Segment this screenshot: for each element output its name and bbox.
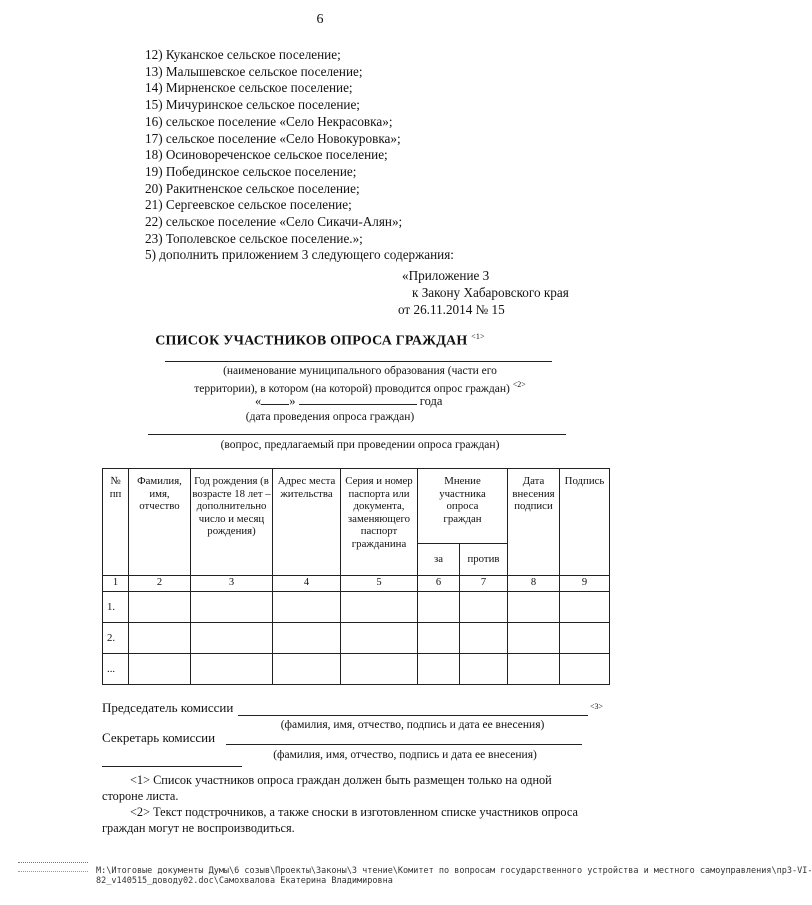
column-number: 1: [103, 576, 129, 592]
header-opinion: Мнение участника опроса граждан: [418, 469, 508, 544]
chairman-label: Председатель комиссии: [102, 700, 234, 715]
column-number-row: [103, 576, 610, 592]
footnote-separator: [102, 766, 242, 767]
quote-open: «: [255, 394, 262, 408]
form-title: [0, 332, 640, 350]
header-address: Адрес места жительства: [273, 469, 341, 576]
row-number: 2.: [103, 623, 129, 654]
municipality-line: [165, 361, 552, 362]
column-number: 2: [129, 576, 191, 592]
list-item: 23) Тополевское сельское поселение.»;: [145, 230, 363, 246]
table-row: [103, 654, 610, 685]
secretary-line: [226, 744, 582, 745]
participants-table: [102, 468, 610, 685]
secretary-label: Секретарь комиссии: [102, 730, 216, 745]
appendix-heading: [398, 267, 569, 318]
list-item: 13) Малышевское сельское поселение;: [145, 63, 363, 79]
year-label: года: [419, 394, 443, 408]
secretary-caption: (фамилия, имя, отчество, подпись и дата ее внесения): [273, 749, 537, 761]
footnote-ref: <2>: [512, 380, 526, 389]
column-number: 5: [341, 576, 418, 592]
question-line: [148, 434, 566, 435]
header-signature: Подпись: [560, 469, 610, 576]
column-number: 3: [191, 576, 273, 592]
column-number: 7: [460, 576, 508, 592]
footnote-text: <1> Список участников опроса граждан должен быть размещен только на одной: [130, 773, 552, 787]
table-row: [103, 592, 610, 623]
chairman-caption: (фамилия, имя, отчество, подпись и дата ее внесения): [280, 719, 545, 731]
list-item: 20) Ракитненское сельское поселение;: [145, 180, 360, 196]
chairman-line: [238, 715, 588, 716]
footnote-ref: <1>: [471, 332, 485, 341]
caption-text: территории), в котором (на которой) проводится опрос граждан): [194, 382, 510, 395]
header-against: против: [460, 544, 508, 576]
scan-mark: [18, 862, 88, 872]
quote-close: »: [289, 394, 296, 408]
file-path: [96, 866, 812, 886]
list-item: 21) Сергеевское сельское поселение;: [145, 197, 352, 213]
list-item: 18) Осиновореченское сельское поселение;: [145, 147, 388, 163]
file-path-line: 82_v140515_доводу02.doc\Самохвалова Екатерина Владимировна: [96, 876, 393, 886]
list-item: 16) сельское поселение «Село Некрасовка»;: [145, 113, 393, 129]
list-item: 15) Мичуринское сельское поселение;: [145, 97, 360, 113]
footnote-text: <2> Текст подстрочников, а также сноски в изготовленном списке участников опроса: [130, 805, 578, 819]
list-item: 19) Побединское сельское поселение;: [145, 163, 357, 179]
table-row: [103, 623, 610, 654]
caption-line: (наименование муниципального образования (части его: [223, 365, 497, 377]
date-line: [255, 394, 442, 409]
row-number: ...: [103, 654, 129, 685]
appendix-line: к Закону Хабаровского края: [412, 285, 569, 300]
header-birth: Год рождения (в возрасте 18 лет – дополнительно число и месяц рождения): [191, 469, 273, 576]
page-number: 6: [316, 12, 324, 27]
header-name: Фамилия, имя, отчество: [129, 469, 191, 576]
list-item: 5) дополнить приложением 3 следующего содержания:: [145, 247, 454, 263]
column-number: 9: [560, 576, 610, 592]
question-caption: (вопрос, предлагаемый при проведении опроса граждан): [220, 439, 500, 451]
appendix-line: от 26.11.2014 № 15: [398, 302, 505, 317]
list-item: 14) Мирненское сельское поселение;: [145, 80, 353, 96]
file-path-line: M:\Итоговые документы Думы\6 созыв\Проекты\Законы\3 чтение\Комитет по вопросам государственного устройства и местного самоуправления\пр3-VI-: [96, 866, 812, 876]
list-item: 17) сельское поселение «Село Новокуровка»;: [145, 130, 401, 146]
header-num: № пп: [103, 469, 129, 576]
date-caption: (дата проведения опроса граждан): [245, 411, 415, 423]
footnote-ref: <3>: [590, 702, 604, 711]
footnote-text: стороне листа.: [102, 789, 179, 803]
header-date: Дата внесения подписи: [508, 469, 560, 576]
settlement-list: [145, 47, 454, 264]
column-number: 4: [273, 576, 341, 592]
footnotes: [102, 772, 610, 836]
list-item: 22) сельское поселение «Село Сикачи-Алян»;: [145, 214, 403, 230]
municipality-caption: [150, 364, 570, 396]
appendix-line: «Приложение 3: [402, 268, 490, 283]
form-title-text: СПИСОК УЧАСТНИКОВ ОПРОСА ГРАЖДАН: [155, 333, 468, 349]
column-number: 6: [418, 576, 460, 592]
footnote-text: граждан могут не воспроизводиться.: [102, 821, 295, 835]
list-item: 12) Куканское сельское поселение;: [145, 47, 341, 62]
column-number: 8: [508, 576, 560, 592]
header-for: за: [418, 544, 460, 576]
header-passport: Серия и номер паспорта или документа, заменяющего паспорт гражданина: [341, 469, 418, 576]
row-number: 1.: [103, 592, 129, 623]
